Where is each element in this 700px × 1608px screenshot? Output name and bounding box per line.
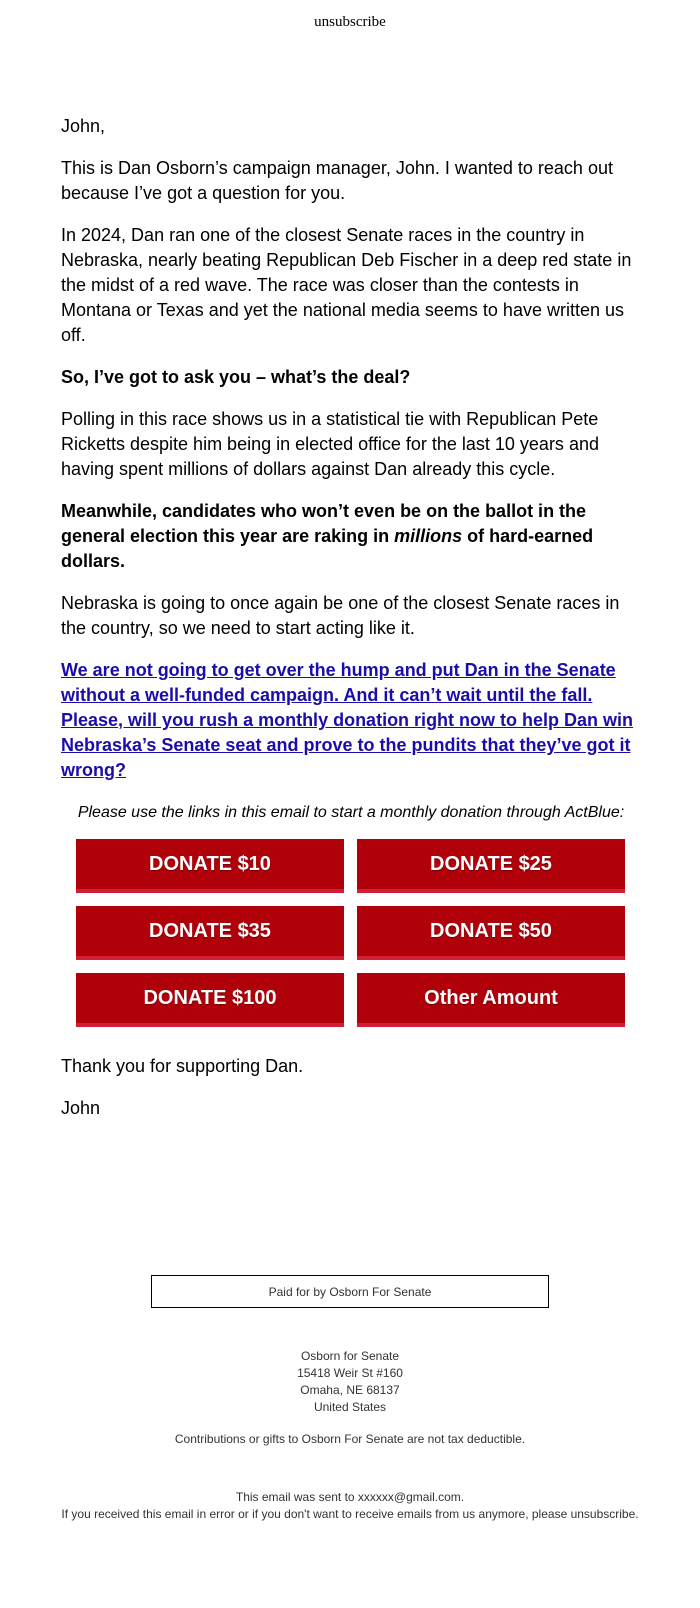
donate-other-amount-button[interactable]: Other Amount xyxy=(357,973,625,1027)
paid-for-disclaimer: Paid for by Osborn For Senate xyxy=(151,1275,549,1308)
paragraph-meanwhile xyxy=(61,499,641,574)
unsubscribe-note[interactable]: If you received this email in error or if you don't want to receive emails from us anymore, please unsubscribe. xyxy=(61,1507,639,1521)
paragraph-2024-race: In 2024, Dan ran one of the closest Senate races in the country in Nebraska, nearly beating Republican Deb Fischer in a deep red state in the midst of a red wave. The race was closer than the contests in Montana or Texas and yet the national media seems to have written us off. xyxy=(61,225,632,345)
address-line: 15418 Weir St #160 xyxy=(297,1366,403,1380)
donate-35-button[interactable]: DONATE $35 xyxy=(76,906,344,960)
paragraph-whats-the-deal: So, I’ve got to ask you – what’s the deal? xyxy=(61,367,411,387)
email-footer-note xyxy=(0,1489,700,1523)
meanwhile-text-b: of hard-earned dollars. xyxy=(61,526,594,571)
donate-button-grid xyxy=(76,839,641,1027)
donation-note: Please use the links in this email to start a monthly donation through ActBlue: xyxy=(77,804,625,821)
meanwhile-text-a: Meanwhile, candidates who won’t even be on the ballot in the general election this year are raking in xyxy=(61,501,587,546)
address-line: Omaha, NE 68137 xyxy=(300,1383,400,1397)
donate-50-button[interactable]: DONATE $50 xyxy=(357,906,625,960)
donate-25-button[interactable]: DONATE $25 xyxy=(357,839,625,893)
mailing-address xyxy=(0,1348,700,1416)
paragraph-polling: Polling in this race shows us in a statistical tie with Republican Pete Ricketts despite him being in elected office for the last 10 years and having spent millions of dollars against Dan already this cycle. xyxy=(61,409,599,479)
donate-10-button[interactable]: DONATE $10 xyxy=(76,839,344,893)
sent-to-line: This email was sent to xxxxxx@gmail.com. xyxy=(235,1490,465,1504)
paragraph-nebraska: Nebraska is going to once again be one of the closest Senate races in the country, so we need to start acting like it. xyxy=(61,593,620,638)
cta-donation-link[interactable]: We are not going to get over the hump and put Dan in the Senate without a well-funded campaign. And it can’t wait until the fall. Please, will you rush a monthly donation right now to help Dan win Nebraska’s Senate seat and prove to the pundits that they’ve got it wrong? xyxy=(61,660,634,780)
address-line: United States xyxy=(313,1400,387,1414)
paragraph-intro: This is Dan Osborn’s campaign manager, John. I wanted to reach out because I’ve got a question for you. xyxy=(61,158,613,203)
address-line: Osborn for Senate xyxy=(300,1349,400,1363)
meanwhile-text-italic: millions xyxy=(394,526,463,546)
thanks-line: Thank you for supporting Dan. xyxy=(61,1056,304,1076)
donate-100-button[interactable]: DONATE $100 xyxy=(76,973,344,1027)
paragraph-cta xyxy=(61,658,641,783)
email-body xyxy=(61,114,641,1138)
greeting: John, xyxy=(61,116,106,136)
unsubscribe-link[interactable]: unsubscribe xyxy=(314,14,386,30)
tax-note: Contributions or gifts to Osborn For Senate are not tax deductible. xyxy=(174,1432,526,1446)
signoff: John xyxy=(61,1098,101,1118)
